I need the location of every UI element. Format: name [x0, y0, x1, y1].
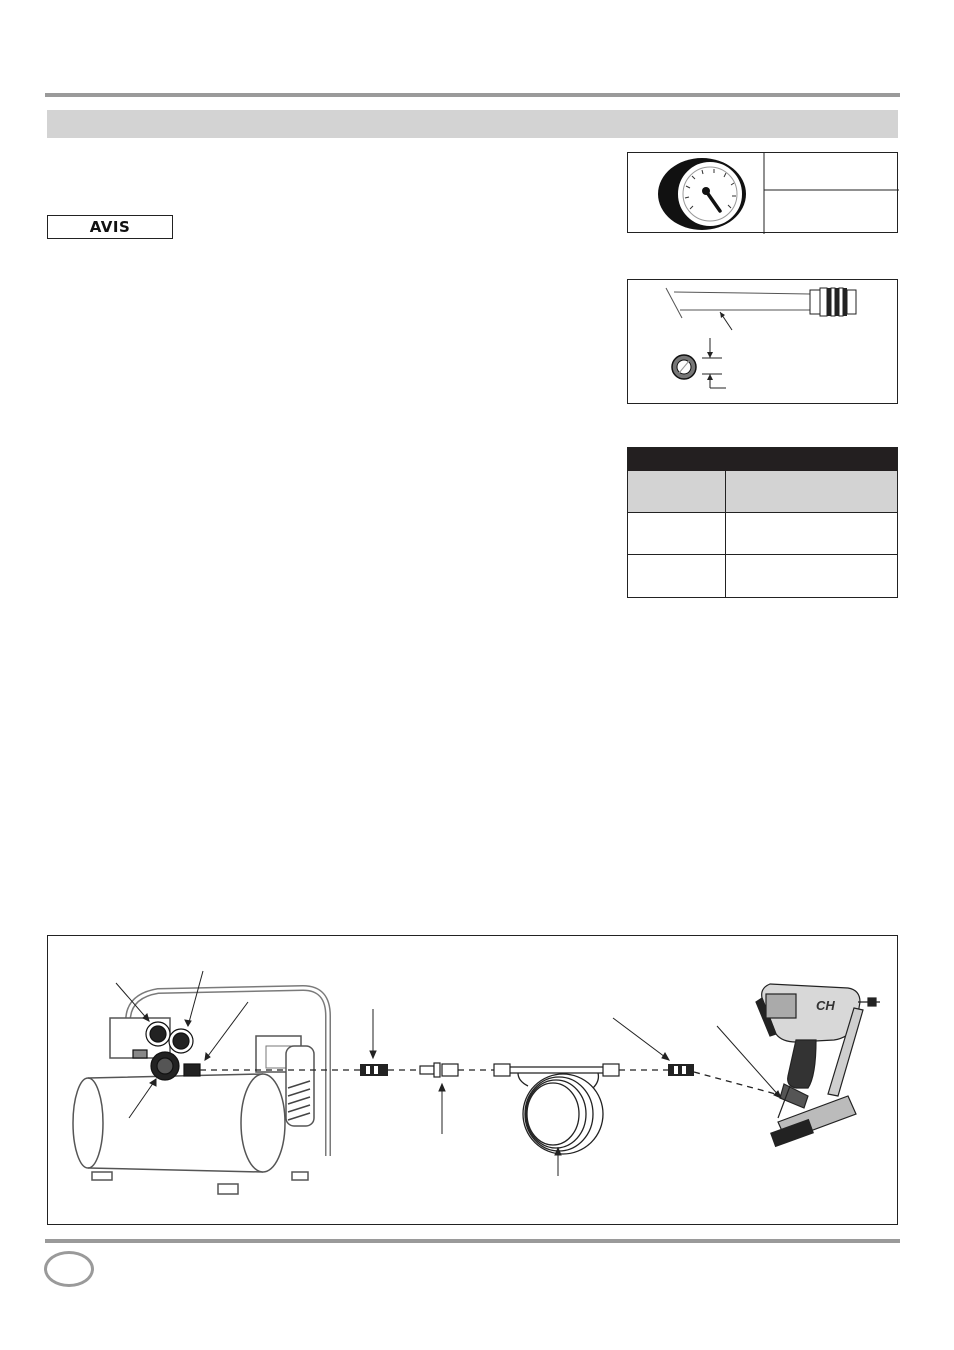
gauge-illustration-box: [627, 152, 898, 233]
air-system-diagram: [48, 936, 899, 1226]
spec-table-row: [628, 513, 897, 555]
spec-table-row: [628, 555, 897, 597]
specification-table: [627, 447, 898, 598]
bottom-rule: [45, 1239, 900, 1243]
spec-table-header-text: [628, 452, 634, 466]
section-header-band: [47, 110, 898, 138]
nailer-brand-mark: CH: [816, 998, 835, 1013]
gauge-illustration: [628, 153, 899, 234]
hose-diameter-illustration-box: [627, 279, 898, 404]
page-number-badge: [44, 1251, 94, 1287]
top-rule: [45, 93, 900, 97]
spec-table-divider: [725, 471, 726, 597]
hose-diameter-illustration: [628, 280, 899, 405]
avis-notice-label: AVIS: [47, 215, 173, 239]
spec-table-header: [628, 448, 897, 471]
air-system-figure: [47, 935, 898, 1225]
spec-table-column-headers: [628, 471, 897, 513]
